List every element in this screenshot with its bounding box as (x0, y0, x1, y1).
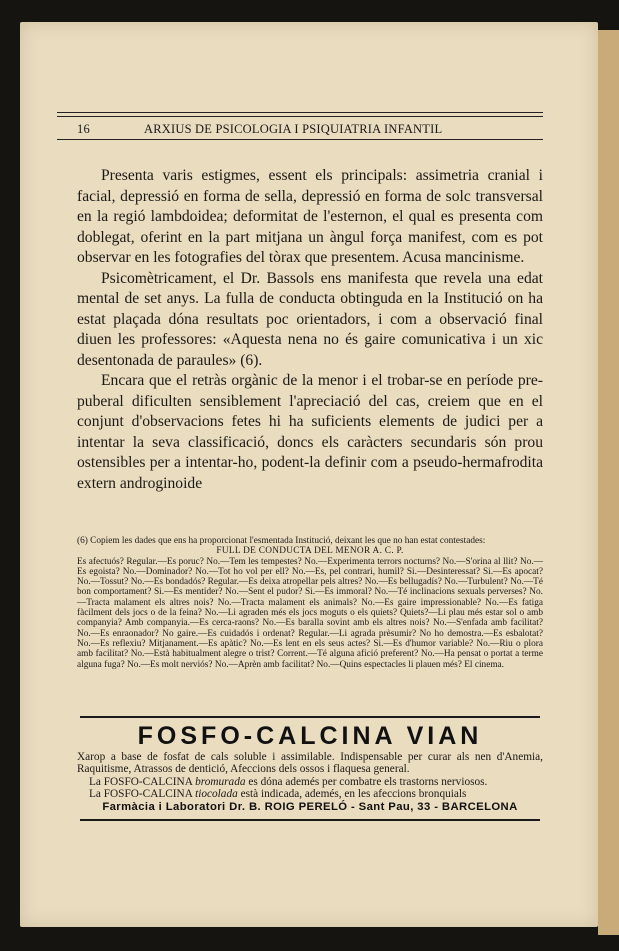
footnote-intro: (6) Copiem les dades que ens ha proporcionat l'esmentada Institució, deixant les que no han estat contestades: (77, 536, 486, 546)
ad-line2-suffix: es dóna ademés per combatre els trastorns nerviosos. (245, 775, 488, 788)
footnote-conduct-sheet: Es afectuós? Regular.—Es poruc? No.—Tem les tempestes? No.—Experimenta terrors nocturns? No.—S'orina al llit? No.—Es egoista? No.—Dominador? No.—Tot ho vol per ell? No.—Es, pel contrari, humil? Si.—Desinteressat? Si.—Es apocat? No.—Tossut? No.—Es bondadós? Regular.—Es deixa atropellar pels altres? No.—Es bellugadís? No.—Turbulent? No.—Té bon comportament? Si.—Es mentider? No.—Sent el pudor? Si.—Es immoral? No.—Té inclinacions sexuals perverses? No.—Tracta malament els altres nois? No.—Tracta malament els animals? No.—Es gaire impressionable? No.—Es fatiga fàcilment dels jocs o de la feina? No.—Li agraden més els jocs moguts o els quiets? Quiets?—Li plau més estar sol o amb companyia? Amb companyia.—Es cerca-raons? No.—Es baralla sovint amb els altres nois? No.—S'enfada amb facilitat? No.—Es enraonador? No gaire.—Es cuidadós i ordenat? Regular.—Li agrada prèsumir? No ho demostra.—Es esbalotat? No.—Es reflexiu? Mitjanament.—Es apàtic? No.—Es lent en els seus actes? Si.—Es d'humor variable? No.—Riu o plora amb facilitat? No.—Està habitualment alegre o trist? Corrent.—Té alguna afició preferent? No.—Ha pensat o portat a terme alguna fuga? No.—Es molt nerviós? No.—Aprèn amb facilitat? No.—Quins espectacles li plauen més? El cinema. (77, 556, 543, 670)
paragraph-stigmata: Presenta varis estigmes, essent els principals: assimetria cranial i facial, depressió en forma de sella, depressió en forma de solc transversal en la regió lambdoidea; deformitat de l'esternon, el qual es presenta com doblegat, oferint en la part mitjana un àngul força manifest, com es pot observar en les fotografies del tòrax que presentem. Acusa mancinisme. (77, 167, 543, 266)
article-body (77, 166, 543, 494)
footnote-heading: FULL DE CONDUCTA DEL MENOR A. C. P. (216, 546, 404, 557)
paragraph-classification: Encara que el retràs orgànic de la menor i el trobar-se en període pre-puberal dificulten sensiblement l'apreciació del cas, creiem que en el conjunt d'observacions fetes hi ha suficients elements de judici per a intentar la seva classificació, doncs els caràcters secundaris són prou ostensibles per a intentar-ho, podent-la definir com a pseudo-hermafrodita extern androginoide (77, 372, 543, 492)
facing-page-edge (598, 30, 619, 935)
ad-body (77, 751, 543, 801)
header-double-rule (57, 116, 543, 117)
ad-line3-suffix: està indicada, ademés, en les afeccions bronquials (237, 788, 467, 801)
ad-line-description: Xarop a base de fosfat de cals soluble i assimilable. Indispensable per curar als nen d'Anemia, Raquitisme, Atrassos de dentició, Afeccions dels ossos i flaquesa general. (77, 751, 543, 776)
footnote (77, 536, 543, 670)
ad-pharmacy-address: Farmàcia i Laboratori Dr. B. ROIG PERELÓ - Sant Pau, 33 - BARCELONA (102, 801, 518, 813)
ad-line2-prefix: La FOSFO-CALCINA (89, 775, 196, 788)
paragraph-psychometric: Psicomètricament, el Dr. Bassols ens manifesta que revela una edat mental de set anys. La fulla de conducta obtinguda en la Institució on ha estat plaçada dóna resultats poc orientadors, i com a observació final diuen les professores: «Aquesta nena no és gaire comunicativa i un xic desentonada de paraules» (6). (77, 269, 543, 369)
ad-line3-italic: tiocolada (195, 788, 238, 801)
ad-top-rule (80, 716, 540, 718)
journal-title: ARXIUS DE PSICOLOGIA I PSIQUIATRIA INFANTIL (144, 122, 443, 136)
page-number: 16 (77, 122, 90, 136)
running-header (57, 112, 543, 140)
ad-line-tiocolada (77, 788, 543, 800)
ad-bottom-rule (80, 819, 540, 821)
ad-title: FOSFO-CALCINA VIAN (137, 722, 483, 750)
ad-line-bromurada (77, 776, 543, 788)
ad-line2-italic: bromurada (195, 775, 246, 788)
ad-line3-prefix: La FOSFO-CALCINA (89, 788, 196, 801)
